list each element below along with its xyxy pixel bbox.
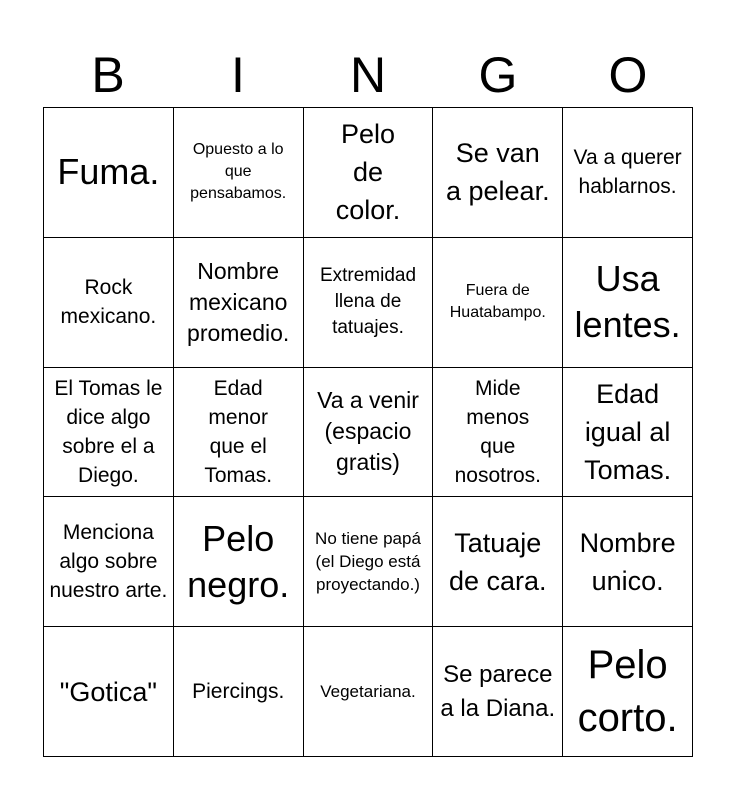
- bingo-cell[interactable]: [304, 497, 434, 627]
- cell-text: Nombre mexicano promedio.: [187, 257, 290, 346]
- cell-text: Menciona algo sobre nuestro arte.: [49, 521, 168, 603]
- bingo-cell[interactable]: [44, 238, 174, 368]
- header-letter-o: O: [608, 47, 648, 103]
- cell-text: No tiene papá (el Diego está proyectando.): [315, 529, 421, 595]
- bingo-cell[interactable]: [304, 627, 434, 757]
- cell-text: Fuera de Huatabampo.: [449, 282, 546, 322]
- bingo-cell[interactable]: [563, 108, 693, 238]
- bingo-cell[interactable]: [304, 238, 434, 368]
- bingo-cell[interactable]: [433, 238, 563, 368]
- cell-text: Opuesto a lo que pensabamos.: [190, 141, 287, 203]
- cell-text: Usa lentes.: [574, 258, 681, 346]
- bingo-cell[interactable]: [174, 627, 304, 757]
- bingo-cell[interactable]: [433, 368, 563, 498]
- header-letter-n: N: [349, 47, 387, 103]
- cell-text: Se parece a la Diana.: [440, 660, 556, 722]
- cell-text: Edad igual al Tomas.: [584, 378, 672, 485]
- bingo-cell[interactable]: [174, 108, 304, 238]
- cell-text: Se van a pelear.: [445, 138, 550, 207]
- bingo-cell[interactable]: [174, 368, 304, 498]
- bingo-cell[interactable]: [44, 108, 174, 238]
- bingo-cell[interactable]: [563, 238, 693, 368]
- bingo-cell[interactable]: [433, 627, 563, 757]
- bingo-cell[interactable]: [174, 238, 304, 368]
- cell-text: "Gotica": [59, 676, 157, 707]
- bingo-header: [43, 42, 693, 108]
- cell-text: Pelo negro.: [187, 517, 290, 605]
- bingo-cell[interactable]: [563, 368, 693, 498]
- bingo-cell[interactable]: [44, 368, 174, 498]
- cell-text: Va a venir (espacio gratis): [317, 387, 419, 476]
- bingo-cell[interactable]: [44, 497, 174, 627]
- header-letter-g: G: [478, 47, 518, 103]
- header-letter-b: B: [91, 47, 125, 103]
- cell-text: Pelo corto.: [577, 642, 678, 740]
- cell-text: Pelo de color.: [335, 119, 401, 226]
- cell-text: Vegetariana.: [320, 681, 416, 701]
- header-letter-i: I: [231, 47, 245, 103]
- cell-text: Va a querer hablarnos.: [573, 146, 682, 199]
- bingo-cell[interactable]: [304, 368, 434, 498]
- bingo-cell[interactable]: [174, 497, 304, 627]
- cell-text: Mide menos que nosotros.: [454, 376, 541, 487]
- cell-text: Rock mexicano.: [60, 276, 157, 329]
- cell-text: Extremidad llena de tatuajes.: [319, 265, 417, 339]
- bingo-cell[interactable]: [433, 497, 563, 627]
- bingo-cell[interactable]: [304, 108, 434, 238]
- cell-text: Edad menor que el Tomas.: [204, 376, 273, 487]
- bingo-cell[interactable]: [563, 497, 693, 627]
- bingo-cell[interactable]: [563, 627, 693, 757]
- cell-text: Piercings.: [192, 680, 285, 704]
- bingo-cell[interactable]: [433, 108, 563, 238]
- cell-text: Tatuaje de cara.: [449, 527, 547, 596]
- cell-text: El Tomas le dice algo sobre el a Diego.: [54, 376, 163, 487]
- bingo-cell[interactable]: [44, 627, 174, 757]
- cell-text: Nombre unico.: [579, 527, 676, 596]
- cell-text: Fuma.: [57, 151, 160, 193]
- bingo-card-grid: [43, 107, 693, 757]
